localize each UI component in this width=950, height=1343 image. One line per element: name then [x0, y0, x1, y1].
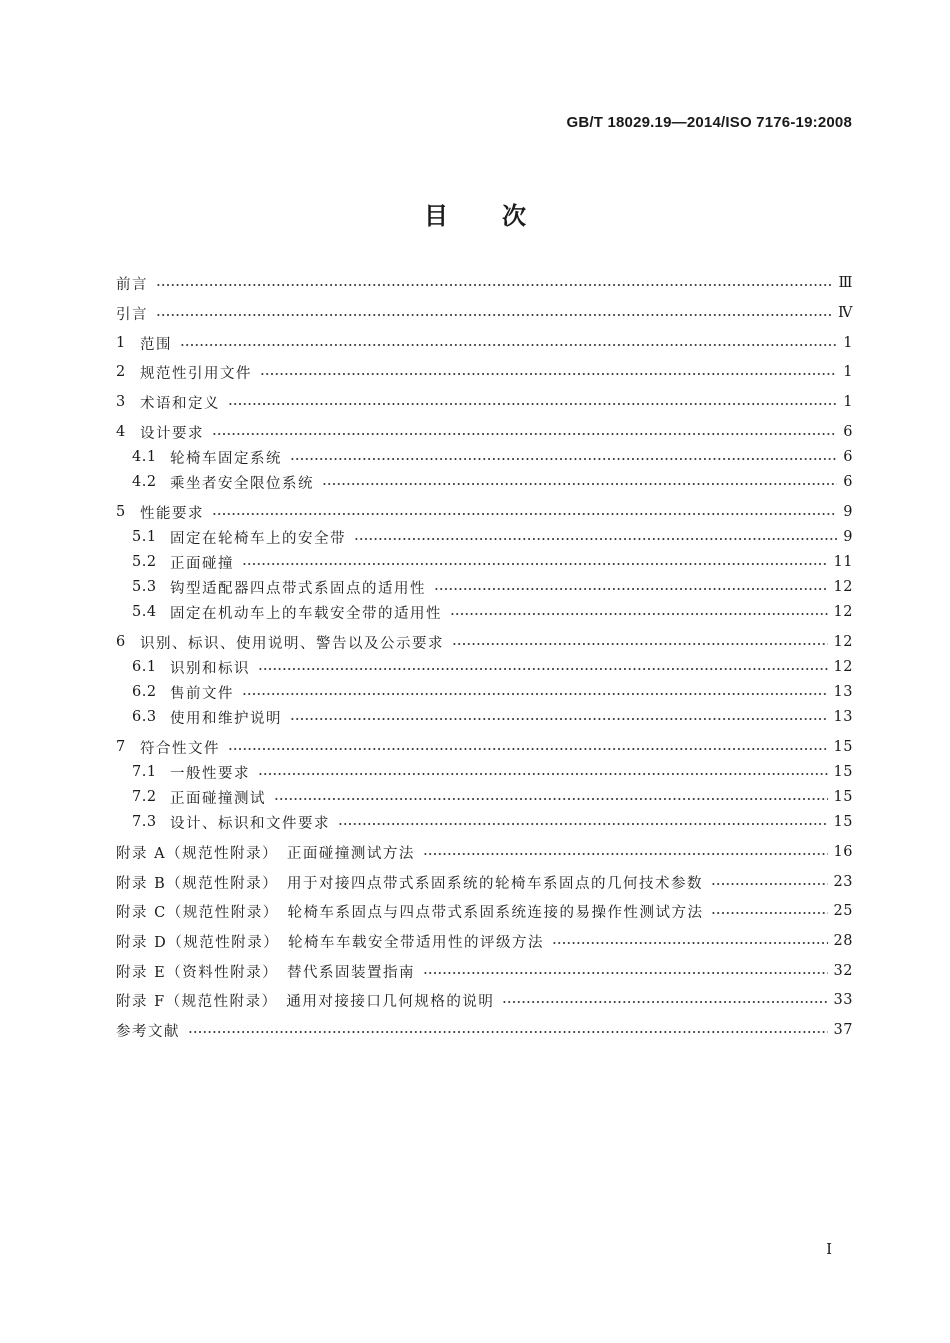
toc-entry-label: 符合性文件 — [140, 740, 220, 757]
toc-entry[interactable] — [116, 631, 853, 653]
toc-entry-number: 5 — [116, 504, 127, 520]
toc-entry-label: 规范性引用文件 — [140, 365, 252, 382]
dot-leader — [188, 1031, 828, 1033]
dot-leader — [228, 748, 828, 750]
dot-leader — [423, 972, 828, 974]
toc-entry-label: 正面碰撞 — [170, 555, 234, 572]
toc-entry-label: 识别、标识、使用说明、警告以及公示要求 — [140, 635, 444, 652]
toc-entry[interactable] — [116, 930, 853, 952]
toc-entry-page: 12 — [833, 604, 853, 620]
toc-entry[interactable] — [132, 471, 853, 493]
toc-entry-number: 5.1 — [132, 529, 157, 545]
toc-entry-label: 使用和维护说明 — [170, 710, 282, 727]
toc-entry-page: 13 — [833, 709, 853, 725]
toc-entry-page: 9 — [843, 504, 853, 520]
toc-entry[interactable] — [116, 960, 853, 982]
toc-entry-label: 正面碰撞测试 — [170, 790, 266, 807]
toc-entry-page: 1 — [843, 394, 853, 410]
dot-leader — [322, 483, 837, 485]
toc-entry-label: 设计要求 — [140, 425, 204, 442]
toc-entry-page: 12 — [833, 634, 853, 650]
toc-entry-number: 5.2 — [132, 554, 157, 570]
toc-entry[interactable] — [116, 332, 853, 354]
dot-leader — [711, 912, 827, 914]
toc-entry[interactable] — [116, 361, 853, 383]
toc-entry-page: 1 — [843, 335, 853, 351]
toc-entry-page: 9 — [843, 529, 853, 545]
toc-entry-label: 一般性要求 — [170, 765, 250, 782]
toc-entry-number: 6.3 — [132, 709, 157, 725]
toc-entry-label: 附录 C（规范性附录） 轮椅车系固点与四点带式系固系统连接的易操作性测试方法 — [116, 904, 704, 921]
toc-entry[interactable] — [116, 391, 853, 413]
toc-entry-number: 7 — [116, 739, 127, 755]
toc-entry-page: 32 — [833, 963, 853, 979]
toc-entry-page: 11 — [833, 554, 853, 570]
toc-entry-label: 附录 F（规范性附录） 通用对接接口几何规格的说明 — [116, 993, 495, 1010]
toc-entry-number: 7.3 — [132, 814, 157, 830]
toc-entry-label: 参考文献 — [116, 1023, 180, 1040]
toc-entry-page: 15 — [833, 764, 853, 780]
dot-leader — [434, 588, 828, 590]
dot-leader — [338, 823, 828, 825]
dot-leader — [242, 693, 828, 695]
dot-leader — [212, 513, 837, 515]
toc-entry-label: 附录 E（资料性附录） 替代系固装置指南 — [116, 964, 415, 981]
page-number: I — [826, 1240, 832, 1258]
toc-entry[interactable] — [116, 989, 853, 1011]
dot-leader — [290, 458, 837, 460]
dot-leader — [258, 773, 828, 775]
toc-entry-page: 37 — [833, 1022, 853, 1038]
toc-entry-page: 1 — [843, 364, 853, 380]
dot-leader — [212, 433, 837, 435]
toc-entry-number: 6.1 — [132, 659, 157, 675]
toc-entry-label: 固定在机动车上的车载安全带的适用性 — [170, 605, 442, 622]
dot-leader — [228, 403, 837, 405]
toc-entry-label: 固定在轮椅车上的安全带 — [170, 530, 346, 547]
toc-entry[interactable] — [132, 706, 853, 728]
toc-entry[interactable] — [132, 681, 853, 703]
toc-entry-page: 6 — [843, 424, 853, 440]
dot-leader — [502, 1001, 827, 1003]
toc-entry-page: 15 — [833, 739, 853, 755]
toc-entry[interactable] — [132, 656, 853, 678]
toc-entry-number: 6 — [116, 634, 127, 650]
toc-entry-label: 附录 D（规范性附录） 轮椅车车载安全带适用性的评级方法 — [116, 934, 544, 951]
toc-entry-page: 15 — [833, 789, 853, 805]
toc-entry-number: 4 — [116, 424, 127, 440]
dot-leader — [354, 538, 837, 540]
toc-entry[interactable] — [116, 900, 853, 922]
dot-leader — [180, 344, 837, 346]
dot-leader — [452, 643, 828, 645]
toc-entry-number: 7.2 — [132, 789, 157, 805]
toc-entry-number: 7.1 — [132, 764, 157, 780]
toc-entry-label: 性能要求 — [140, 505, 204, 522]
toc-entry[interactable] — [116, 736, 853, 758]
toc-entry-number: 1 — [116, 335, 127, 351]
dot-leader — [552, 942, 828, 944]
toc-entry-page: 33 — [833, 992, 853, 1008]
toc-entry-label: 识别和标识 — [170, 660, 250, 677]
toc-entry[interactable] — [116, 421, 853, 443]
toc-entry-label: 范围 — [140, 336, 172, 353]
toc-entry-page: 23 — [833, 874, 853, 890]
toc-entry[interactable] — [116, 501, 853, 523]
toc-entry-label: 售前文件 — [170, 685, 234, 702]
toc-entry[interactable] — [132, 601, 853, 623]
toc-entry-page: 25 — [833, 903, 853, 919]
toc-entry[interactable] — [132, 786, 853, 808]
toc-entry-label: 术语和定义 — [140, 395, 220, 412]
toc-entry-page: 28 — [833, 933, 853, 949]
dot-leader — [242, 563, 828, 565]
toc-entry-page: Ⅳ — [838, 305, 853, 321]
toc-entry[interactable] — [116, 871, 853, 893]
toc-entry-label: 乘坐者安全限位系统 — [170, 475, 314, 492]
dot-leader — [156, 314, 832, 316]
dot-leader — [290, 718, 828, 720]
page-title: 目次 — [424, 202, 580, 230]
toc-entry-label: 设计、标识和文件要求 — [170, 815, 330, 832]
toc-entry-page: 13 — [833, 684, 853, 700]
toc-entry-number: 2 — [116, 364, 127, 380]
dot-leader — [423, 853, 828, 855]
standard-code: GB/T 18029.19—2014/ISO 7176-19:2008 — [566, 114, 852, 131]
toc-entry-number: 5.3 — [132, 579, 157, 595]
toc-entry-label: 引言 — [116, 306, 148, 323]
toc-entry[interactable] — [116, 841, 853, 863]
toc-entry-label: 附录 A（规范性附录） 正面碰撞测试方法 — [116, 845, 415, 862]
dot-leader — [260, 373, 837, 375]
toc-entry-page: Ⅲ — [838, 275, 853, 291]
toc-entry-label: 前言 — [116, 276, 148, 293]
toc-entry-number: 3 — [116, 394, 127, 410]
toc-entry-page: 12 — [833, 659, 853, 675]
toc-entry-page: 15 — [833, 814, 853, 830]
toc-entry-page: 12 — [833, 579, 853, 595]
toc-entry-page: 16 — [833, 844, 853, 860]
toc-entry[interactable] — [132, 551, 853, 573]
toc-entry[interactable] — [116, 272, 853, 294]
toc-entry-label: 钩型适配器四点带式系固点的适用性 — [170, 580, 426, 597]
toc-entry[interactable] — [132, 761, 853, 783]
toc-entry-page: 6 — [843, 449, 853, 465]
toc-entry-page: 6 — [843, 474, 853, 490]
toc-entry[interactable] — [132, 526, 853, 548]
toc-entry[interactable] — [116, 1019, 853, 1041]
dot-leader — [711, 883, 828, 885]
toc-entry-number: 4.2 — [132, 474, 157, 490]
toc-entry-number: 4.1 — [132, 449, 157, 465]
toc-entry-label: 附录 B（规范性附录） 用于对接四点带式系固系统的轮椅车系固点的几何技术参数 — [116, 875, 704, 892]
toc-entry[interactable] — [116, 302, 853, 324]
toc-entry-number: 6.2 — [132, 684, 157, 700]
dot-leader — [274, 798, 828, 800]
toc-entry[interactable] — [132, 576, 853, 598]
dot-leader — [156, 284, 833, 286]
dot-leader — [450, 613, 828, 615]
toc-entry[interactable] — [132, 811, 853, 833]
toc-entry-label: 轮椅车固定系统 — [170, 450, 282, 467]
toc-entry[interactable] — [132, 446, 853, 468]
dot-leader — [258, 668, 828, 670]
toc-entry-number: 5.4 — [132, 604, 157, 620]
